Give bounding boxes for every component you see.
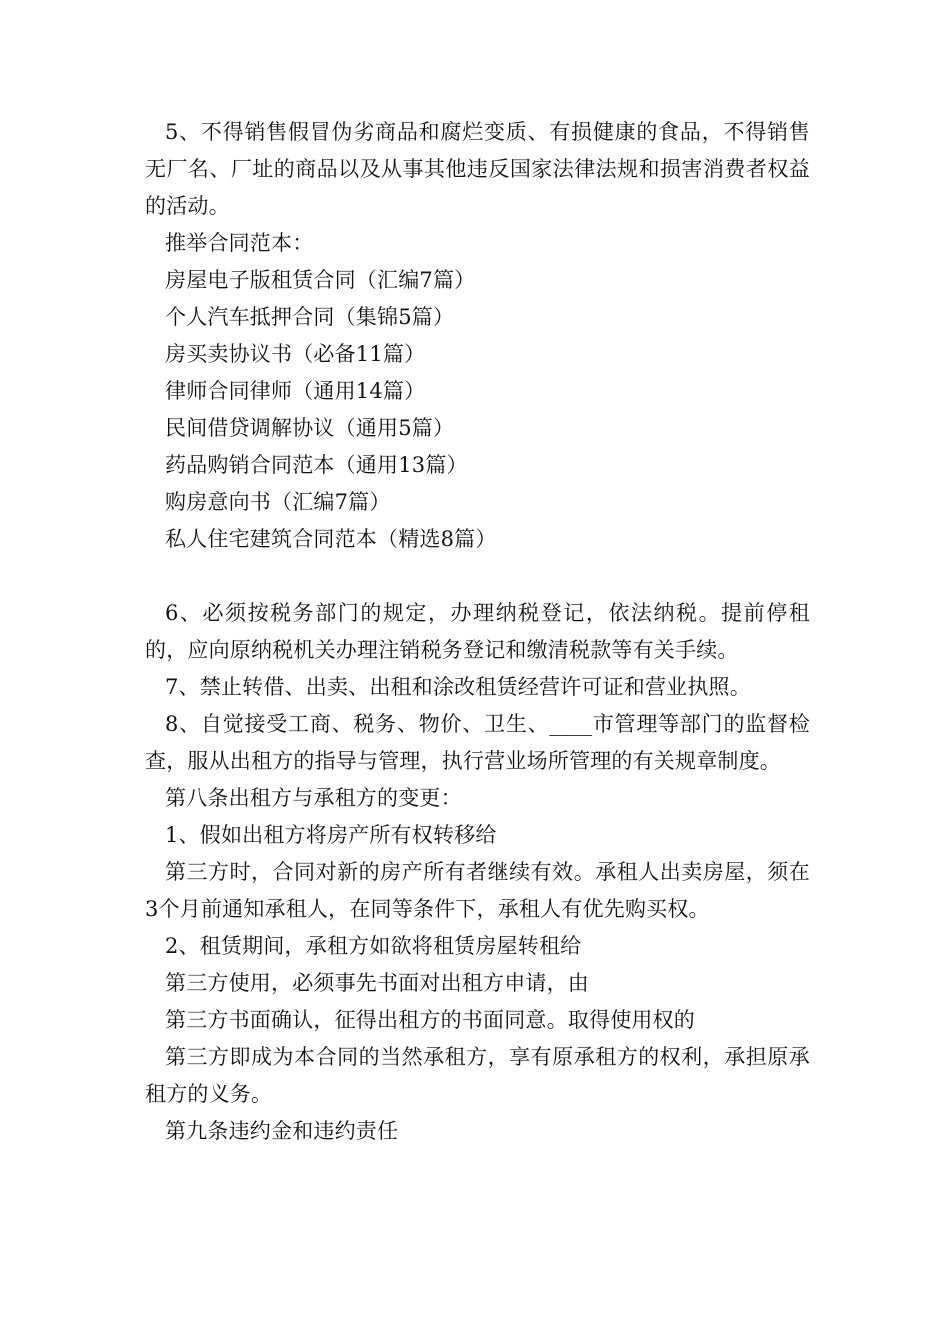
recommend-heading: 推举合同范本： <box>165 231 314 255</box>
blank-line <box>145 558 810 595</box>
paragraph-item-8: 8、自觉接受工商、税务、物价、卫生、____市管理等部门的监督检查，服从出租方的指导与管理，执行营业场所管理的有关规章制度。 <box>145 712 810 773</box>
paragraph-item-6: 6、必须按税务部门的规定，办理纳税登记，依法纳税。提前停租的，应向原纳税机关办理注销税务登记和缴清税款等有关手续。 <box>145 601 810 662</box>
document-body <box>145 114 810 1150</box>
recommend-link-3[interactable]: 房买卖协议书（必备11篇） <box>165 342 426 366</box>
article-8-clause-2-continuation-1: 第三方使用，必须事先书面对出租方申请，由 <box>165 971 589 995</box>
recommend-link-2[interactable]: 个人汽车抵押合同（集锦5篇） <box>165 305 455 329</box>
recommend-link-7[interactable]: 购房意向书（汇编7篇） <box>165 490 391 514</box>
paragraph-item-7: 7、禁止转借、出卖、出租和涂改租赁经营许可证和营业执照。 <box>165 675 751 699</box>
article-8-clause-2-continuation-3: 第三方即成为本合同的当然承租方，享有原承租方的权利，承担原承租方的义务。 <box>145 1045 810 1106</box>
recommend-link-5[interactable]: 民间借贷调解协议（通用5篇） <box>165 416 455 440</box>
article-8-clause-2-continuation-2: 第三方书面确认，征得出租方的书面同意。取得使用权的 <box>165 1008 695 1032</box>
article-8-title: 第八条出租方与承租方的变更： <box>165 786 462 810</box>
article-8-clause-1: 1、假如出租方将房产所有权转移给 <box>165 823 497 847</box>
recommend-link-4[interactable]: 律师合同律师（通用14篇） <box>165 379 426 403</box>
recommend-link-8[interactable]: 私人住宅建筑合同范本（精选8篇） <box>165 527 497 551</box>
recommend-link-1[interactable]: 房屋电子版租赁合同（汇编7篇） <box>165 268 476 292</box>
recommend-link-6[interactable]: 药品购销合同范本（通用13篇） <box>165 453 468 477</box>
paragraph-item-5: 5、不得销售假冒伪劣商品和腐烂变质、有损健康的食品，不得销售无厂名、厂址的商品以及从事其他违反国家法律法规和损害消费者权益的活动。 <box>145 120 810 218</box>
article-9-title: 第九条违约金和违约责任 <box>165 1119 399 1143</box>
article-8-clause-2: 2、租赁期间，承租方如欲将租赁房屋转租给 <box>165 934 582 958</box>
article-8-clause-1-continuation: 第三方时，合同对新的房产所有者继续有效。承租人出卖房屋，须在3个月前通知承租人，在同等条件下，承租人有优先购买权。 <box>145 860 810 921</box>
